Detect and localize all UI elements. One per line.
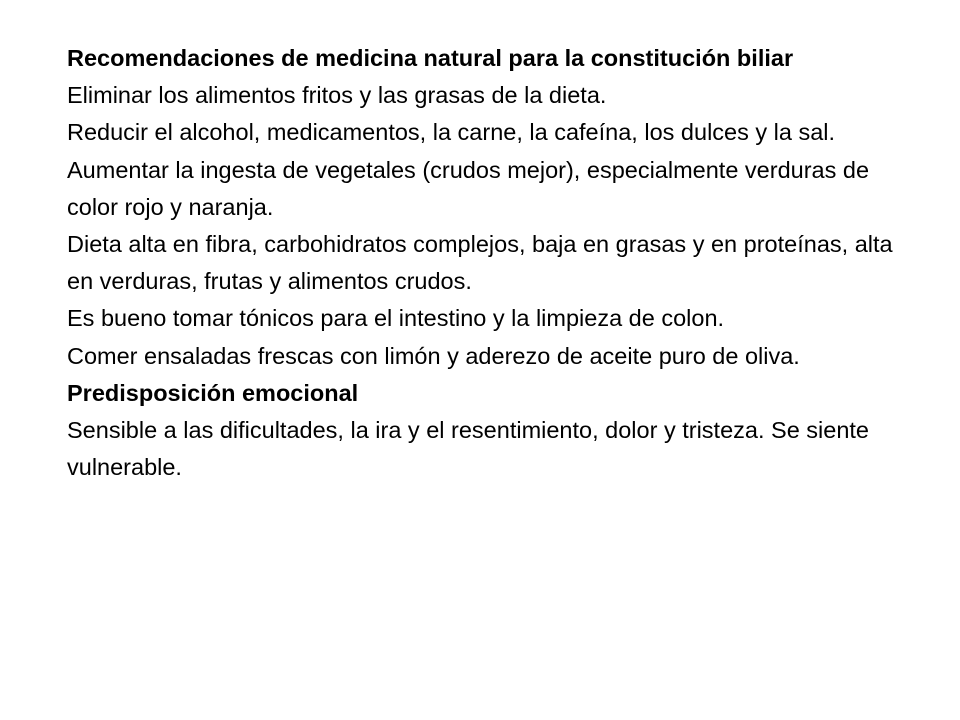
recommendation-item: Dieta alta en fibra, carbohidratos complejos, baja en grasas y en proteínas, alta en verduras, frutas y alimentos crudos. — [67, 231, 893, 295]
emotional-description: Sensible a las dificultades, la ira y el resentimiento, dolor y tristeza. Se siente vulnerable. — [67, 417, 870, 481]
recommendation-item: Reducir el alcohol, medicamentos, la carne, la cafeína, los dulces y la sal. — [67, 119, 836, 146]
recommendation-item: Eliminar los alimentos fritos y las grasas de la dieta. — [67, 82, 607, 109]
heading-recomendaciones: Recomendaciones de medicina natural para la constitución biliar — [67, 45, 794, 71]
slide-body — [67, 40, 917, 486]
recommendation-item: Comer ensaladas frescas con limón y aderezo de aceite puro de oliva. — [67, 342, 800, 369]
recommendation-item: Es bueno tomar tónicos para el intestino y la limpieza de colon. — [67, 305, 725, 332]
heading-predisposicion: Predisposición emocional — [67, 379, 359, 406]
recommendation-item: Aumentar la ingesta de vegetales (crudos mejor), especialmente verduras de color rojo y naranja. — [67, 156, 870, 220]
